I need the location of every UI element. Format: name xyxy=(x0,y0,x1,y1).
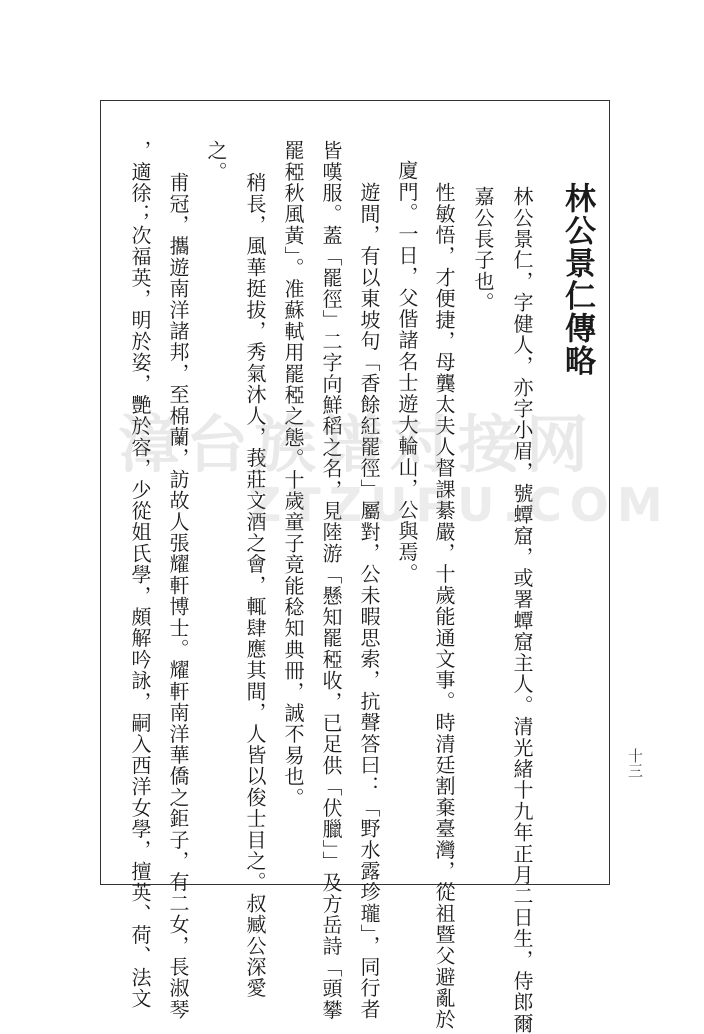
text-column: 之。 xyxy=(204,140,228,183)
text-column: 性敏悟，才便捷，母龔太夫人督課綦嚴，十歲能通文事。時清廷割棄臺灣，從祖暨父避亂於 xyxy=(432,182,456,1030)
text-column: 甫冠，攜遊南洋諸邦，至棉蘭，訪故人張耀軒博士。耀軒南洋華僑之鉅子，有二女，長淑琴 xyxy=(166,172,190,1020)
text-column: 皆嘆服。蓋「罷徑」二字向鮮稻之名，見陸游「懸知罷稏收，已足供「伏臘」」及方岳詩「頭攀 xyxy=(319,140,343,1021)
text-column: 遊間，有以東坡句「香餘紅罷徑」屬對，公未暇思索，抗聲答曰：「野水露珍瓏」，同行者 xyxy=(357,182,381,1020)
text-column: 罷稏秋風黃」。准蘇軾用罷稏之態。十歲童子竟能稔知典冊，誠不易也。 xyxy=(281,140,305,809)
text-column: 林公景仁，字健人，亦字小眉，號蟫窟，或署蟫窟主人。清光緒十九年正月二日生，侍郎爾 xyxy=(510,186,534,1034)
text-column: ，適徐；次福英，明於姿，艷於容，少從姐氏學，頗解吟詠，嗣入西洋女學，擅英、荷、法文 xyxy=(128,140,152,1010)
page-title: 林公景仁傳略 xyxy=(559,182,595,378)
page-number: 十三 xyxy=(626,748,644,778)
text-column: 嘉公長子也。 xyxy=(471,186,495,314)
text-column: 廈門。一日，父偕諸名士遊大輪山，公與焉。 xyxy=(395,160,419,584)
watermark-url: ZTZUPU.COM xyxy=(248,478,671,532)
text-column: 稍長，風華挺拔，秀氣沐人，莪莊文酒之會，輒肆應其間，人皆以俊士目之。叔臧公深愛 xyxy=(243,172,267,999)
watermark-text: 漳台族谱对接网 xyxy=(118,408,595,481)
